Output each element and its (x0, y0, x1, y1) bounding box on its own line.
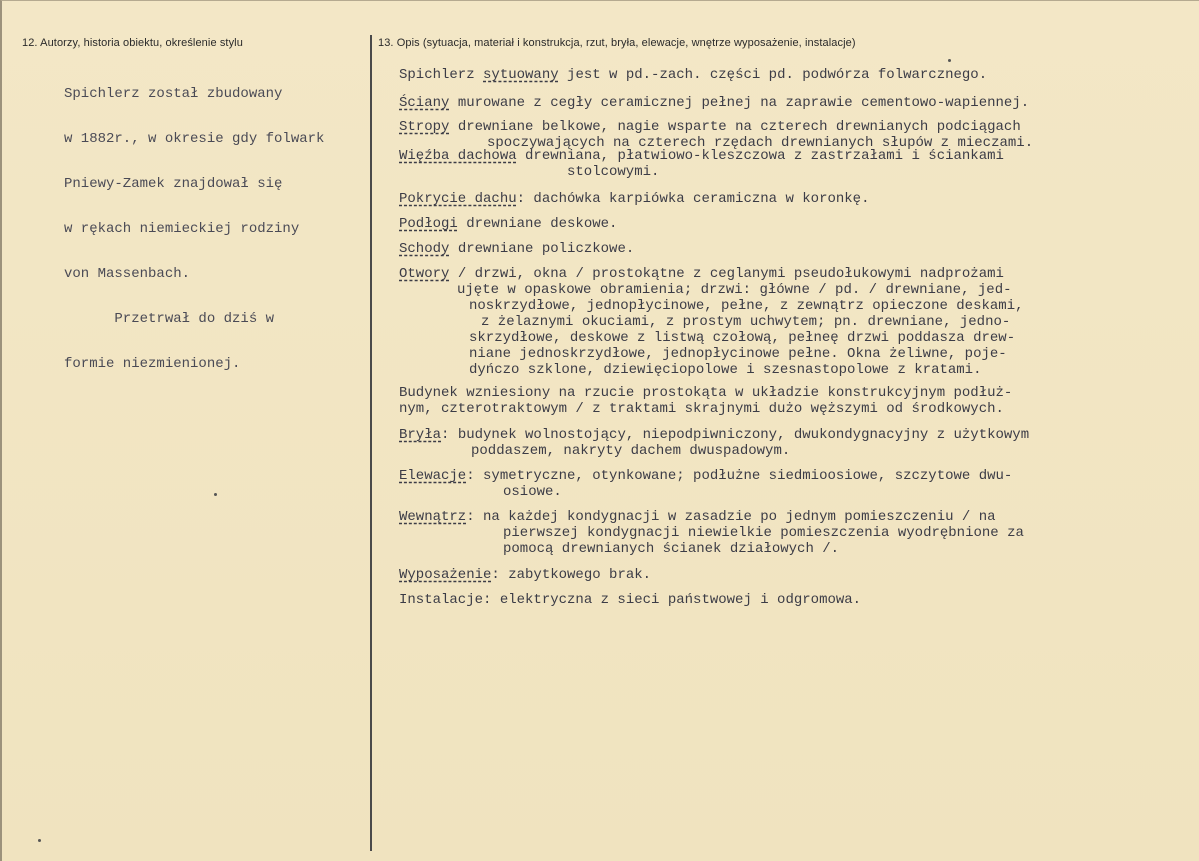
section-12-header: 12. Autorzy, historia obiektu, określenie stylu (22, 37, 243, 49)
history-line: w 1882r., w okresie gdy folwark (64, 131, 325, 147)
openings-cont: ujęte w opaskowe obramienia; drzwi: główne / pd. / drewniane, jed- (457, 282, 1012, 298)
roof-truss-cont: stolcowymi. (567, 164, 660, 180)
interior-cont: pierwszej kondygnacji niewielkie pomieszczenia wyodrębnione za (503, 525, 1024, 541)
history-line: w rękach niemieckiej rodziny (64, 221, 300, 237)
paper-speck (38, 839, 41, 842)
elevations-line: Elewacje: symetryczne, otynkowane; podłużne siedmioosiowe, szczytowe dwu- (399, 468, 1013, 484)
roofing-line: Pokrycie dachu: dachówka karpiówka ceramiczna w koronkę. (399, 191, 870, 207)
installations-line: Instalacje: elektryczna z sieci państwowej i odgromowa. (399, 592, 862, 608)
paper-speck (948, 59, 951, 62)
openings-line: Otwory / drzwi, okna / prostokątne z ceglanymi pseudołukowymi nadprożami (399, 266, 1004, 282)
history-line: Spichlerz został zbudowany (64, 86, 283, 102)
elevations-term: Elewacje (399, 468, 467, 484)
history-line: Pniewy-Zamek znajdował się (64, 176, 283, 192)
floors-line: Podłogi drewniane deskowe. (399, 216, 618, 232)
interior-cont: pomocą drewnianych ścianek działowych /. (503, 541, 840, 557)
elevations-cont: osiowe. (503, 484, 562, 500)
floors-term: Podłogi (399, 216, 458, 232)
walls-line: Ściany murowane z cegły ceramicznej pełnej na zaprawie cementowo-wapiennej. (399, 95, 1030, 111)
interior-term: Wewnątrz (399, 509, 467, 525)
paper-speck (214, 493, 217, 496)
ceilings-line: Stropy drewniane belkowe, nagie wsparte na czterech drewnianych podciągach (399, 119, 1021, 135)
plan-line: nym, czterotraktowym / z traktami skrajnymi dużo węższymi od środkowych. (399, 401, 1004, 417)
history-line: formie niezmienionej. (64, 356, 241, 372)
walls-term: Ściany (399, 95, 450, 111)
openings-term: Otwory (399, 266, 450, 282)
section-13-header: 13. Opis (sytuacja, materiał i konstrukcja, rzut, bryła, elewacje, wnętrze wyposażenie, instalacje) (378, 37, 856, 49)
stairs-term: Schody (399, 241, 450, 257)
furnishings-line: Wyposażenie: zabytkowego brak. (399, 567, 652, 583)
ceilings-cont: spoczywających na czterech rzędach drewnianych słupów z mieczami. (487, 135, 1034, 151)
history-line: Przetrwał do dziś w (64, 311, 275, 327)
ceilings-term: Stropy (399, 119, 450, 135)
furnishings-term: Wyposażenie (399, 567, 492, 583)
description-text (399, 67, 1189, 608)
openings-cont: dyńczo szklone, dziewięciopolowe i szesnastopolowe z kratami. (469, 362, 982, 378)
openings-cont: niane jednoskrzydłowe, jednopłycinowe pełne. Okna żeliwne, poje- (469, 346, 1007, 362)
roofing-term: Pokrycie dachu (399, 191, 517, 207)
roof-truss-line: Więźba dachowa drewniana, płatwiowo-kleszczowa z zastrzałami i ściankami (399, 148, 1004, 164)
interior-line: Wewnątrz: na każdej kondygnacji w zasadzie po jednym pomieszczeniu / na (399, 509, 996, 525)
plan-line: Budynek wzniesiony na rzucie prostokąta w układzie konstrukcyjnym podłuż- (399, 385, 1013, 401)
massing-cont: poddaszem, nakryty dachem dwuspadowym. (471, 443, 791, 459)
column-divider (370, 35, 372, 851)
openings-cont: noskrzydłowe, jednopłycinowe, pełne, z zewnątrz opieczone deskami, (469, 298, 1024, 314)
massing-term: Bryła (399, 427, 442, 443)
massing-line: Bryła: budynek wolnostojący, niepodpiwniczony, dwukondygnacyjny z użytkowym (399, 427, 1030, 443)
history-text (64, 57, 364, 402)
situation-line: Spichlerz sytuowany jest w pd.-zach. części pd. podwórza folwarcznego. (399, 67, 988, 83)
situation-term: sytuowany (483, 67, 559, 83)
openings-cont: skrzydłowe, deskowe z listwą czołową, pełneę drzwi poddasza drew- (469, 330, 1016, 346)
roof-truss-term: Więźba dachowa (399, 148, 517, 164)
openings-cont: z żelaznymi okuciami, z prostym uchwytem; pn. drewniane, jedno- (481, 314, 1011, 330)
stairs-line: Schody drewniane policzkowe. (399, 241, 635, 257)
history-line: von Massenbach. (64, 266, 191, 282)
